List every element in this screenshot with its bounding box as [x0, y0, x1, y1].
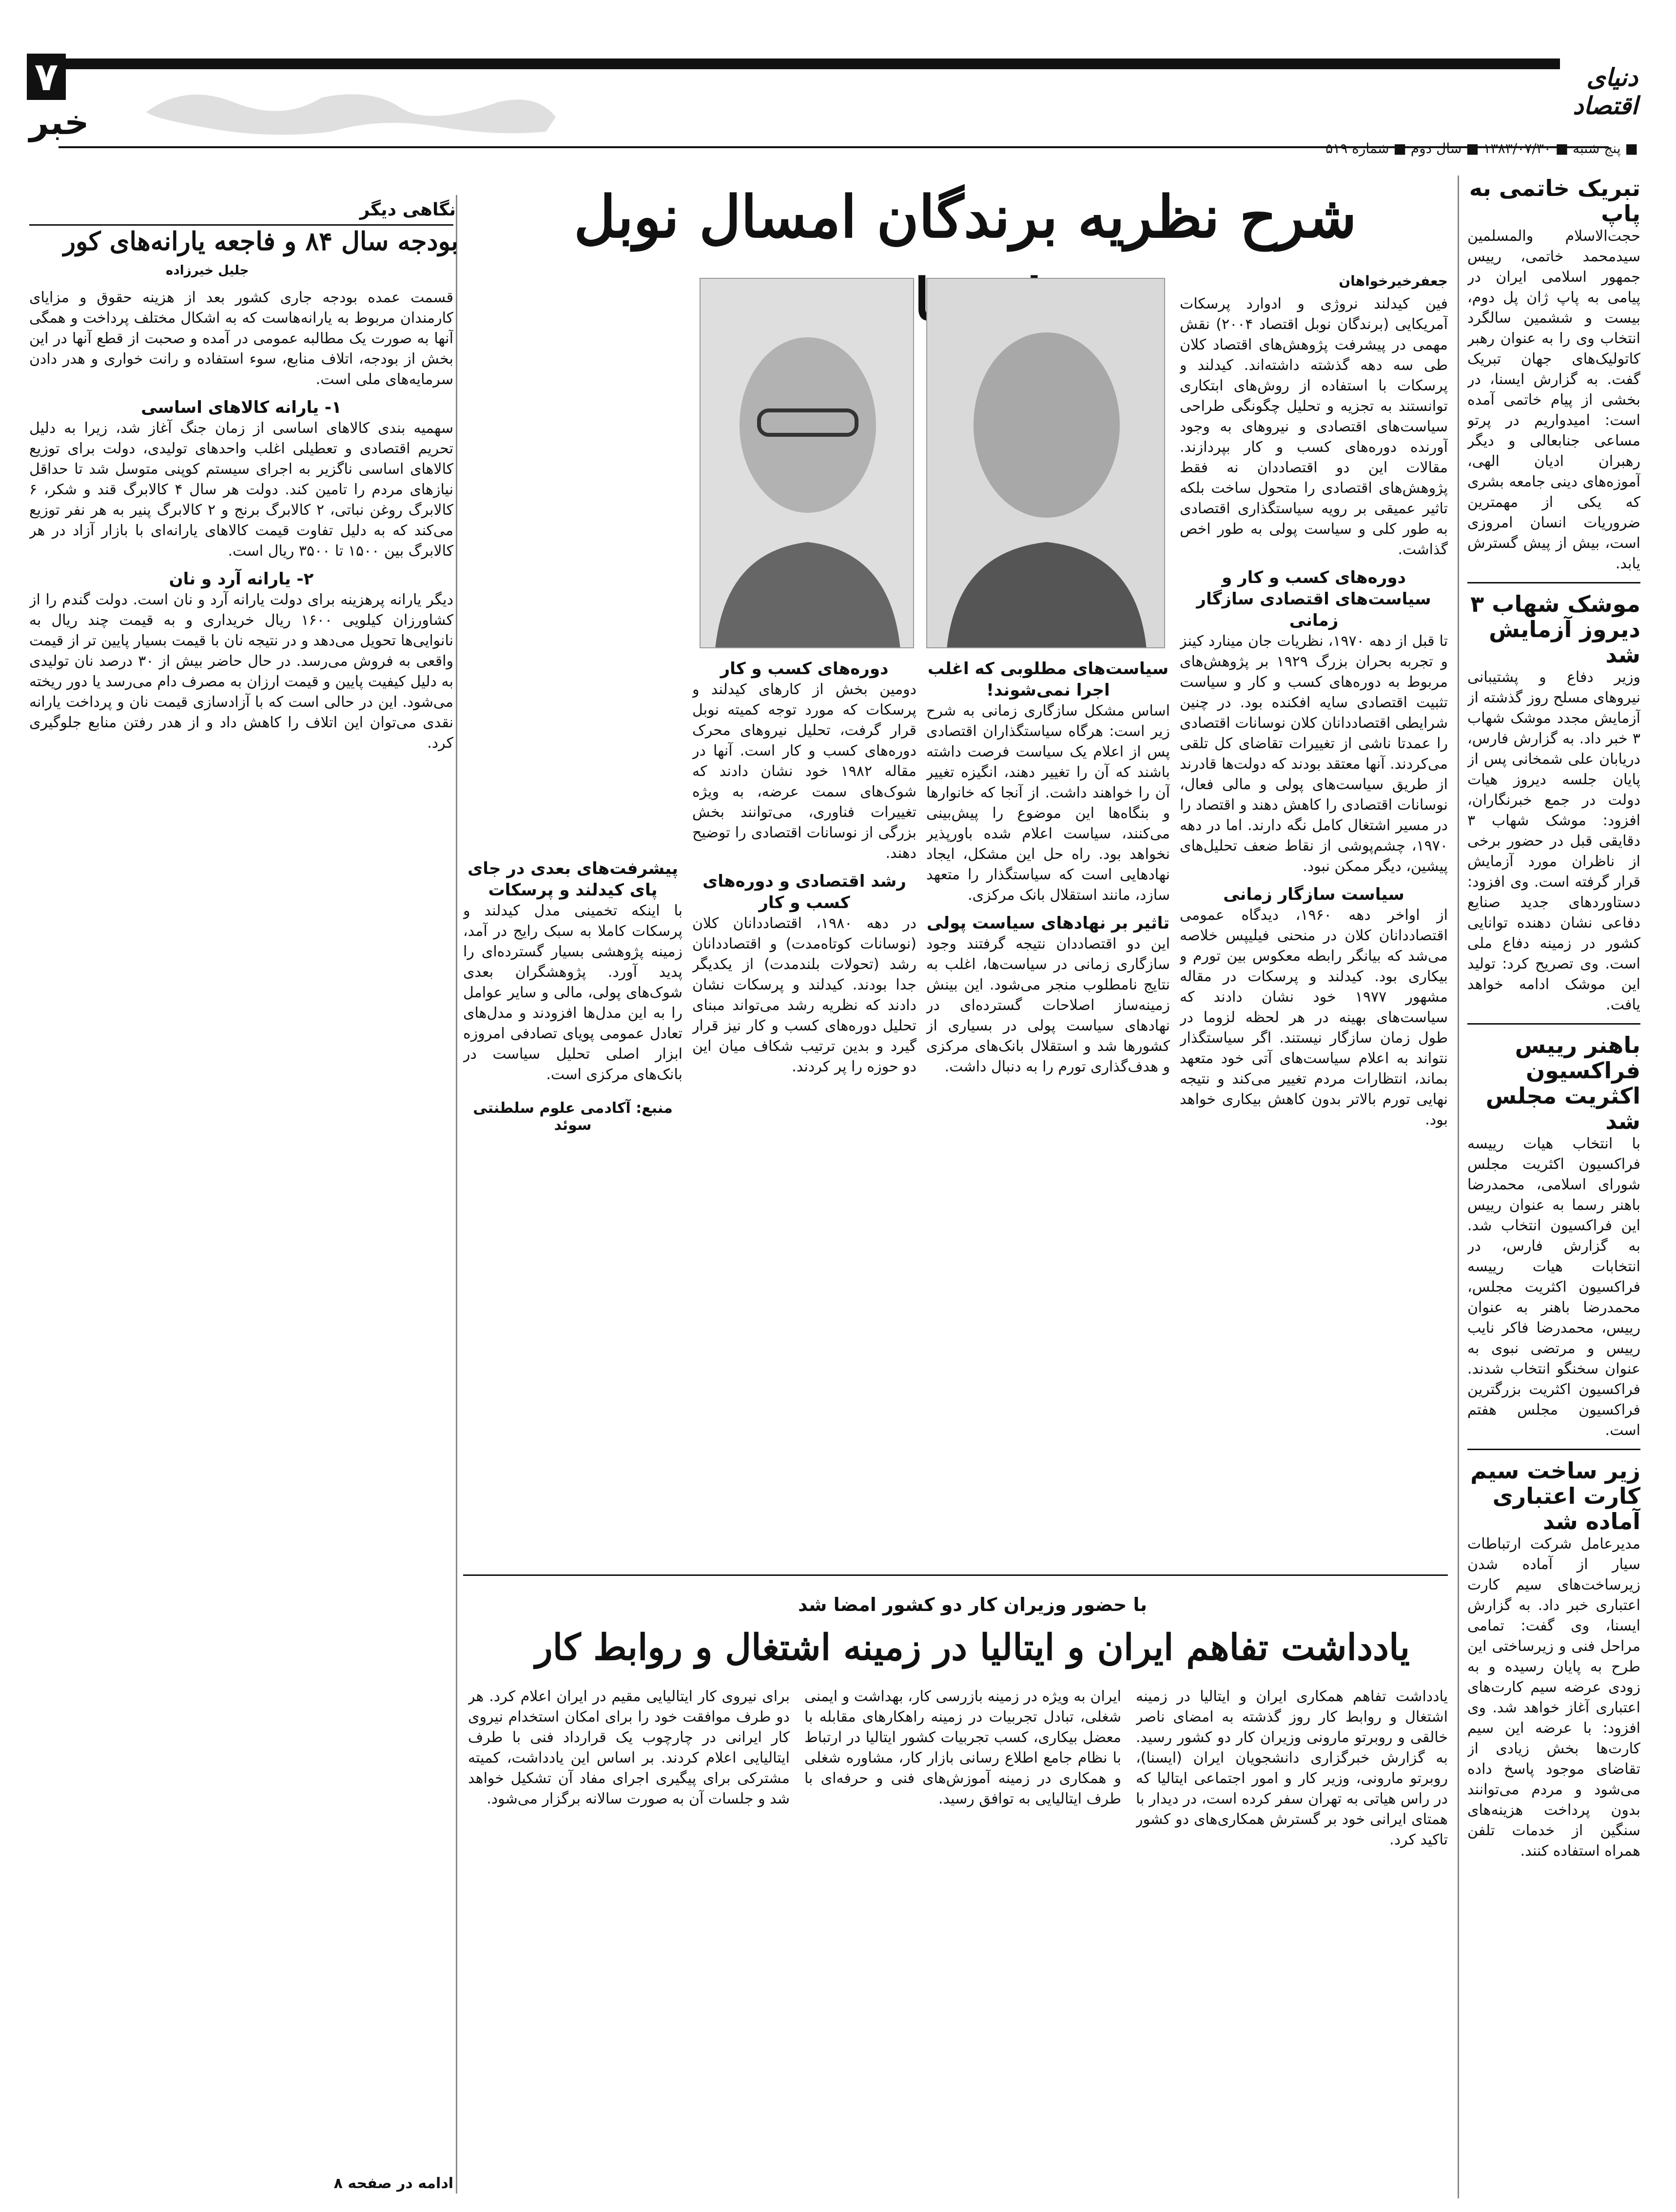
section-heading: دوره‌های کسب و کار و سیاست‌های اقتصادی سازگار زمانی: [1196, 568, 1431, 630]
sidebar-item-body: وزیر دفاع و پشتیبانی نیروهای مسلح روز گذشته از آزمایش مجدد موشک شهاب ۳ خبر داد. به گزارش فارس، دریابان علی شمخانی پس از پایان جلسه دیروز هیات دولت در جمع خبرنگاران، افزود: موشک شهاب ۳ دقایقی قبل در حضور برخی از ناظران مورد آزمایش قرار گرفته است. وی افزود: دستاوردهای جدید صنایع دفاعی نشان دهنده توانایی کشور در زمینه دفاع ملی است. وی تصریح کرد: تولید این موشک ادامه خواهد یافت.: [1467, 669, 1640, 1013]
left-column-rule: [29, 224, 453, 226]
section-body: دومین بخش از کارهای کیدلند و پرسکات که مورد توجه کمیته نوبل قرار گرفت، تحلیل نیروهای محرک دوره‌های کسب و کار است. آنها در مقاله ۱۹۸۲ خود نشان دادند که شوک‌های سمت عرضه، به ویژه تغییرات فناوری، می‌توانند بخش بزرگی از نوسانات اقتصادی را توضیح دهند.: [692, 681, 916, 862]
sidebar-item: [1467, 175, 1640, 574]
section-heading: ۲- یارانه آرد و نان: [169, 569, 314, 589]
section-body: با اینکه تخمینی مدل کیدلند و پرسکات کاملا به سبک رایج در آمد، زمینه پژوهشی بسیار گسترده‌ای را پدید آورد. پژوهشگران بعدی شوک‌های پولی، مالی و سایر عوامل را به این مدل‌ها افزودند و مدل‌های تعادل عمومی پویای تصادفی امروزه ابزار اصلی تحلیل سیاست در بانک‌های مرکزی است.: [463, 902, 682, 1083]
bottom-article-paragraph: ایران به ویژه در زمینه بازرسی کار، بهداشت و ایمنی شغلی، تبادل تجربیات در زمینه راهکارهای مقابله با معضل بیکاری، کسب تجربیات کشور ایتالیا در ارتباط با نظام جامع اطلاع رسانی بازار کار، مشاوره شغلی و همکاری در زمینه آموزش‌های فنی و حرفه‌ای با طرف ایتالیایی به توافق رسید.: [804, 1688, 1121, 1807]
main-article-column: [692, 658, 916, 1565]
sidebar-separator: [1467, 582, 1640, 583]
section-heading: رشد اقتصادی و دوره‌های کسب و کار: [702, 872, 906, 912]
sidebar-item-title: موشک شهاب ۳ دیروز آزمایش شد: [1470, 591, 1640, 668]
main-article-column: [926, 658, 1170, 1565]
main-article-author: جعفرخیرخواهان: [1339, 273, 1448, 289]
sidebar-divider: [1458, 175, 1459, 2198]
portrait-icon: [701, 279, 914, 648]
section-body: سهمیه بندی کالاهای اساسی از زمان جنگ آغاز شد، زیرا به دلیل تحریم اقتصادی و تعطیلی اغلب واحدهای تولیدی، دولت برای توزیع کالاهای اساسی ناگزیر به اجرای سیستم کوپنی متوسل شد تا حداقل نیازهای مردم را تامین کند. دولت هر سال ۴ کالابرگ قند و شکر، ۶ کالابرگ روغن نباتی، ۲ کالابرگ برنج و ۲ کالابرگ پنیر به هر نفر توزیع می‌کند که به دلیل تفاوت قیمت کالاهای یارانه‌ای با بازار آزاد در هر کالابرگ بین ۱۵۰۰ تا ۳۵۰۰ ریال است.: [29, 420, 453, 560]
left-column-body: [29, 288, 453, 2169]
main-article-column: [1180, 273, 1448, 1560]
section-heading: ۱- یارانه کالاهای اساسی: [141, 398, 342, 417]
section-body: از اواخر دهه ۱۹۶۰، دیدگاه عمومی اقتصاددانان کلان در منحنی فیلیپس خلاصه می‌شد که بیانگر رابطه معکوس بین تورم و بیکاری بود. کیدلند و پرسکات در مقاله مشهور ۱۹۷۷ خود نشان دادند که سیاست‌های بهینه در هر لحظه لزوما در طول زمان سازگار نیستند. اگر سیاستگذار نتواند به اعلام سیاست‌های آتی خود متعهد بماند، انتظارات مردم تغییر می‌کند و نتیجه نهایی تورم بالاتر بدون کاهش بیکاری خواهد بود.: [1180, 907, 1448, 1128]
section-heading: پیشرفت‌های بعدی در جای پای کیدلند و پرسکات: [468, 859, 678, 900]
sidebar-item: [1467, 1458, 1640, 1862]
sidebar-separator: [1467, 1023, 1640, 1025]
bottom-article-rule: [463, 1574, 1448, 1576]
left-column-intro: قسمت عمده بودجه جاری کشور بعد از هزینه حقوق و مزایای کارمندان مربوط به یارانه‌هاست که به اشکال مختلف پرداخت و همگی آنها به صورت یک مطالبه عمومی در آمده و صحبت از قطع آنها در این بخش از بودجه، اتلاف منابع، سوء استفاده و رانت خواری و هدر دادن سرمایه‌های ملی است.: [29, 289, 453, 388]
sidebar-item-title: زیر ساخت سیم کارت اعتباری آماده شد: [1470, 1457, 1640, 1534]
sidebar: [1467, 175, 1640, 2193]
continued-on-page[interactable]: ادامه در صفحه ۸: [333, 2175, 453, 2192]
section-heading: سیاست‌های مطلوبی که اغلب اجرا نمی‌شوند!: [927, 659, 1169, 700]
bottom-article-paragraph: برای نیروی کار ایتالیایی مقیم در ایران اعلام کرد. هر دو طرف موافقت خود را برای امکان استخدام نیروی کار ایرانی در چارچوب یک قرارداد فنی با طرف ایتالیایی اعلام کردند. بر اساس این یادداشت، کمیته مشترکی برای پیگیری اجرای مفاد آن تشکیل خواهد شد و جلسات آن به صورت سالانه برگزار می‌شود.: [468, 1688, 790, 1807]
main-article-title: شرح نظریه برندگان امسال نوبل: [574, 183, 1357, 251]
main-article-byline: منبع: آکادمی علوم سلطنتی سوئد: [473, 1100, 673, 1134]
portrait-icon: [927, 279, 1165, 648]
page-number: ۷: [27, 54, 66, 100]
sidebar-item-title: باهنر رییس فراکسیون اکثریت مجلس شد: [1485, 1032, 1640, 1134]
paper-logo: دنیای اقتصاد: [1573, 63, 1638, 120]
bottom-article-title: یادداشت تفاهم ایران و ایتالیا در زمینه اشتغال و روابط کار: [535, 1627, 1410, 1669]
header-top-rule: [58, 58, 1560, 69]
section-body: اساس مشکل سازگاری زمانی به شرح زیر است: هرگاه سیاستگذاران اقتصادی پس از اعلام یک سیاست فرصت داشته باشند که آن را تغییر دهند، انگیزه تغییر آن را خواهند داشت. از آنجا که خانوارها و بنگاه‌ها این موضوع را پیش‌بینی می‌کنند، سیاست اعلام شده باورپذیر نخواهد بود. راه حل این مشکل، ایجاد نهادهایی است که سیاستگذار را متعهد سازد، مانند استقلال بانک مرکزی.: [926, 702, 1170, 904]
sidebar-item: [1467, 591, 1640, 1015]
issue-info: ■ پنج شنبه ■ ۱۳۸۳/۰۷/۳۰ ■ سال دوم ■ شماره ۵۱۹: [1325, 140, 1638, 156]
section-body: دیگر یارانه پرهزینه برای دولت یارانه آرد و نان است. دولت گندم را از کشاورزان کیلویی ۱۶۰۰ ریال خریداری و به قیمت چند ریال به نانوایی‌ها تحویل می‌دهد و در نتیجه نان با قیمت بسیار پایین تر از قیمت واقعی به فروش می‌رسد. در حال حاضر بیش از ۳۰ درصد نان تولیدی به دلیل کیفیت پایین و قیمت ارزان به مصرف دام می‌رسد یا دور ریخته می‌شود. این در حالی است که با آزادسازی قیمت نان و پرداخت یارانه نقدی می‌توان این اتلاف را کاهش داد و از هدر رفتن منابع جلوگیری کرد.: [29, 591, 453, 752]
section-body: در دهه ۱۹۸۰، اقتصاددانان کلان (نوسانات کوتاه‌مدت) و اقتصاددانان رشد (تحولات بلندمدت) از یکدیگر جدا بودند. کیدلند و پرسکات نشان دادند که نظریه رشد می‌تواند مبنای تحلیل دوره‌های کسب و کار نیز قرار گیرد و بدین ترتیب شکاف میان این دو حوزه را پر کردند.: [692, 915, 916, 1075]
left-column-label: نگاهی دیگر: [359, 200, 456, 220]
left-column-author: جلیل خیرزاده: [166, 263, 249, 278]
sidebar-item-body: با انتخاب هیات رییسه فراکسیون اکثریت مجلس شورای اسلامی، محمدرضا باهنر رسما به عنوان رییس این فراکسیون انتخاب شد. به گزارش فارس، در انتخابات هیات رییسه فراکسیون اکثریت مجلس، محمدرضا باهنر به عنوان رییس، محمدرضا فاکر نایب رییس و مرتضی نبوی به عنوان سخنگو انتخاب شدند. فراکسیون اکثریت بزرگترین فراکسیون مجلس هفتم است.: [1467, 1135, 1640, 1439]
photo-kydland: [700, 278, 914, 648]
sidebar-item-body: مدیرعامل شرکت ارتباطات سیار از آماده شدن زیرساخت‌های سیم کارت اعتباری خبر داد. به گزارش ایسنا، وی گفت: تمامی مراحل فنی و زیرساختی این طرح به پایان رسیده و به زودی عرضه سیم کارت‌های اعتباری آغاز خواهد شد. وی افزود: با عرضه این سیم کارت‌ها بخش زیادی از تقاضای موجود پاسخ داده می‌شود و مردم می‌توانند بدون پرداخت هزینه‌های سنگین از خدمات تلفن همراه استفاده کنند.: [1467, 1535, 1640, 1860]
left-column-title: بودجه سال ۸۴ و فاجعه یارانه‌های کور: [63, 227, 458, 256]
section-label: خبر: [29, 102, 89, 142]
bottom-article-paragraph: یادداشت تفاهم همکاری ایران و ایتالیا در زمینه اشتغال و روابط کار روز گذشته به امضای ناصر خالقی و روبرتو مارونی وزیران کار دو کشور رسید. به گزارش خبرگزاری دانشجویان ایران (ایسنا)، روبرتو مارونی، وزیر کار و امور اجتماعی ایتالیا که در راس هیاتی به تهران سفر کرده است، در دیدار با همتای ایرانی خود بر گسترش همکاری‌های دو کشور تاکید کرد.: [1136, 1688, 1448, 1848]
section-heading: سیاست سازگار زمانی: [1223, 885, 1404, 904]
sidebar-item-title: تبریک خاتمی به پاپ: [1469, 175, 1640, 227]
sidebar-item-body: حجت‌الاسلام والمسلمین سیدمحمد خاتمی، رییس جمهور اسلامی ایران در پیامی به پاپ ژان پل دوم، بیست و ششمین سالگرد انتخاب وی را به عنوان رهبر کاتولیک‌های جهان تبریک گفت. به گزارش ایسنا، در بخشی از پیام خاتمی آمده است: امیدواریم در پرتو مساعی جنابعالی و دیگر رهبران ادیان الهی، آموزه‌های دینی جامعه بشری که یکی از مهمترین ضروریات انسان امروزی است، بیش از پیش گسترش یابد.: [1467, 228, 1640, 572]
photo-prescott: [926, 278, 1165, 648]
section-body: این دو اقتصاددان نتیجه گرفتند وجود سازگاری زمانی در سیاست‌ها، اغلب به نتایج نامطلوب منجر می‌شود. این بینش زمینه‌ساز اصلاحات گسترده‌ای در نهادهای سیاست پولی در بسیاری از کشورها شد و استقلال بانک‌های مرکزی و هدف‌گذاری تورم را به دنبال داشت.: [926, 935, 1170, 1075]
section-heading: دوره‌های کسب و کار: [720, 659, 889, 679]
main-article-column: [463, 273, 682, 1560]
sidebar-separator: [1467, 1449, 1640, 1450]
bottom-article-kicker: با حضور وزیران کار دو کشور امضا شد: [798, 1594, 1147, 1615]
section-heading: تاثیر بر نهادهای سیاست پولی: [926, 913, 1170, 933]
section-body: تا قبل از دهه ۱۹۷۰، نظریات جان مینارد کینز و تجربه بحران بزرگ ۱۹۲۹ بر پژوهش‌های مربوط به دوره‌های کسب و کار و سیاست تثبیت اقتصادی سایه افکنده بود. در چنین شرایطی اقتصاددانان کلان نوسانات اقتصادی را عمدتا ناشی از تغییرات تقاضای کل تلقی می‌کردند. آنها معتقد بودند که دولت‌ها قادرند از طریق سیاست‌های پولی و مالی فعال، نوسانات اقتصادی را کاهش دهند و اقتصاد را در مسیر اشتغال کامل نگه دارند. اما در دهه ۱۹۷۰، چشم‌پوشی از نقاط ضعف تحلیل‌های پیشین، دیگر ممکن نبود.: [1180, 633, 1448, 875]
world-map-icon: [127, 73, 565, 146]
sidebar-item: [1467, 1032, 1640, 1441]
main-article-intro: فین کیدلند نروژی و ادوارد پرسکات آمریکایی (برندگان نوبل اقتصاد ۲۰۰۴) نقش مهمی در پیشرفت پژوهش‌های اقتصاد کلان طی سه دهه گذشته داشته‌اند. کیدلند و پرسکات با استفاده از روش‌های ابتکاری توانستند به تجزیه و تحلیل چگونگی طراحی سیاست‌های اقتصادی و نیروهای به وجود آورنده دوره‌های کسب و کار بپردازند. مقالات این دو اقتصاددان نه فقط پژوهش‌های اقتصادی را متحول ساخت بلکه تاثیر عمیقی بر رویه سیاستگذاری اقتصادی به طور کلی و سیاست پولی به طور اخص گذاشت.: [1180, 295, 1448, 558]
left-column-divider: [456, 195, 457, 2193]
